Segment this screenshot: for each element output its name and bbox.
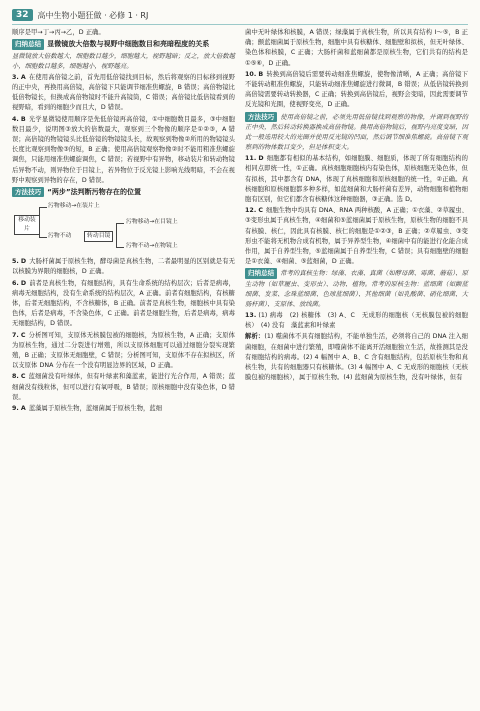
- summary-block: [245, 268, 468, 310]
- answer-item: 6. D 前者是真核生物，有细胞结构，具有生命系统的结构层次；后者是病毒，病毒无细胞结构，没有生命系统的结构层次，A 正确。前者有细胞结构，有核糖体，后者无细胞结构，不含核糖体，B 正确。前者是真核生物，细胞核中具有染色体，后者是病毒，不含染色体，C 正确。前者是细胞生物，后者是病毒，病毒无细胞结构，D 错误。: [12, 279, 235, 328]
- diagram-connector: [116, 223, 124, 224]
- diagram-ocular-no: 污物不动→在物镜上: [126, 243, 178, 250]
- answer-item: 5. D 大肠杆菌属于原核生物，酵母菌是真核生物，二者最明显的区别就是有无以核膜为界限的细胞核，D 正确。: [12, 258, 235, 276]
- page-number: 32: [12, 9, 33, 21]
- diagram-connector: [39, 237, 47, 238]
- answer-item: 9. A 蓝藻属于原核生物，蓝细菌属于原核生物，蓝细: [12, 404, 163, 412]
- paragraph: 顺序是甲→丁→丙→乙，D 正确。: [12, 29, 105, 36]
- summary-heading: [12, 39, 235, 50]
- answer-item: 7. C 分析图可知，支原体无核膜包被的细胞核，为原核生物，A 正确；支原体为原核生物，通过二分裂进行增殖，所以支原体细胞可以通过细胞分裂实现繁殖，B 正确；支原体无细胞壁，C 错误；分析图可知，支原体不存在拟核区，所以支原体 DNA 分布在一个没有明显边界的区域，D 正确。: [12, 331, 235, 370]
- diagram-connector: [116, 223, 117, 247]
- diagram-connector: [39, 207, 47, 208]
- diagram-box-move: 移动装片: [14, 215, 40, 234]
- answer-item: 4. B 光学显微镜使用顺序是先低倍镜再高倍镜，①中细胞数目最多，③中细胞数目最少，说明图③放大的倍数最大，观察到三个物像的顺序是①②③，A 错误；高倍镜的物镜镜头比低倍镜的物镜镜头长，故观察到物像②所用的物镜镜头长度比观察到物像③的短，B 正确；使用高倍镜观察物像②时不能用粗准焦螺旋调焦，只能用细准焦螺旋调焦，C 错误；若视野中有异物，移动装片和转动物镜后异物不动，则异物位于目镜上，若异物位于反光镜上影响光线明暗，不会在视野中观察到异物的存在，D 错误。: [12, 115, 235, 184]
- summary-body: 显微镜放大倍数越大，细胞数目越少，细胞越大，视野越暗；反之，放大倍数越小，细胞数目越多，细胞越小，视野越亮。: [12, 52, 235, 70]
- answer-item: 8. C 蓝细菌没有叶绿体，但有叶绿素和藻蓝素，能进行光合作用，A 错误；蓝细菌没有线粒体，但可以进行有氧呼吸，B 错误；原核细胞中没有染色体，D 错误。: [12, 373, 235, 401]
- tip-tag: 方法技巧: [12, 187, 44, 198]
- answer-item: 13. (1) 病毒 (2) 核糖体 (3) A、C 无成形的细胞核（无核膜包被的细胞核） (4) 没有 藻蓝素和叶绿素: [245, 312, 468, 330]
- diagram-connector: [116, 247, 124, 248]
- answer-item: 11. D 细胞都有相似的基本结构，如细胞膜、细胞质，体现了所有细胞结构的相同点即统一性，①正确。真核细胞细胞核内有染色体，原核细胞无染色体，但有拟核，其中都含有 DNA，体现了真核细胞和原核细胞的统一性，②正确。真核细胞和原核细胞都多种多样，如蓝细菌和大肠杆菌有差异，动物细胞和植物细胞有区别，但它们都含有核糖体这种细胞器，③正确。选 D。: [245, 155, 468, 203]
- tip-heading: [12, 187, 235, 198]
- analysis-paragraph: 解析：(1) 噬菌体不具有细胞结构，不能单独生活，必须将自己的 DNA 注入细菌细胞，在细菌中进行繁殖，即噬菌体不能离开活细胞独立生活，故推测其是没有细胞结构的病毒。(2) 4 幅图中 A、B、C 含有细胞结构，包括原核生物和真核生物，共有的细胞器只有核糖体。(3) 4 幅图中 A、C 无成形的细胞核（无核膜包被的细胞核），属于原核生物。(4) 蓝细菌为原核生物，没有叶绿体，但有: [245, 333, 468, 382]
- diagram-ocular-yes: 污物移动→在目镜上: [126, 219, 178, 226]
- answer-item: 12. C 细胞生物中均具有 DNA、RNA 两种核酸，A 正确；①衣藻、②草履虫、③变形虫属于真核生物，④细菌和⑤蓝细菌属于原核生物，原核生物的细胞不具有核膜、核仁，因此具有核膜、核仁的细胞是①②③，B 正确；②草履虫、③变形虫不能将无机物合成有机物，属于异养型生物，④细菌中有的能进行化能合成作用，属于自养型生物，⑤蓝细菌属于自养型生物，C 错误；具有细胞壁的细胞是①衣藻、④细菌、⑤蓝细菌，D 正确。: [245, 207, 468, 266]
- tip-title: “两步”法判断污物存在的位置: [47, 187, 142, 196]
- summary-title: 显微镜放大倍数与视野中细胞数目和亮暗程度的关系: [47, 40, 210, 49]
- summary-body: 常考的真核生物：绿藻、衣藻、真菌（如酵母菌、霉菌、蘑菇）、原生动物（如草履虫、变形虫）、动物、植物。常考的原核生物：蓝细菌（如颤蓝细菌、发菜、念珠蓝细菌、色球蓝细菌）、其他细菌（如乳酸菌、硝化细菌、大肠杆菌）、支原体、放线菌。: [245, 270, 468, 308]
- answer-item: 3. A 在使用高倍镜之前，首先用低倍镜找到目标，然后将观察的目标移到视野的正中央，再换用高倍镜，高倍镜下只能调节细准焦螺旋，B 错误；高倍物镜比低倍物镜长，但换成高倍物镜时不能升高镜筒，C 错误；高倍镜比低倍镜看到的视野暗，看到的细胞少而且大，D 错误。: [12, 73, 235, 112]
- diagram-connector: [39, 207, 40, 237]
- left-column: [12, 28, 235, 415]
- paragraph: 菌中无叶绿体和核膜，A 错误；绿藻属于真核生物，所以具有结构 I～⑤，B 正确；颤蓝细菌属于原核生物，细胞中具有核糖体、细胞壁和拟核，但无叶绿体、染色体和核膜，C 正确；大肠杆菌和蓝细菌都是原核生物，它们共有的结构是①⑤⑥，D 正确。: [245, 29, 468, 67]
- content-columns: [12, 28, 468, 415]
- analysis-label: 解析：: [245, 333, 265, 341]
- summary-tag: 归纳总结: [12, 39, 44, 50]
- tip-body: 使用高倍镜之前，必须先用低倍镜找到观察的物像，并调到视野的正中央，然后转动转换器换成高倍物镜。换用高倍物镜后，视野内亮度变暗，因此一般选用较大的光圈并使用反光镜的凹面，然后调节细准焦螺旋。高倍镜下观察到的物体数目变少，但是体积变大。: [245, 113, 468, 152]
- page-header: [12, 6, 468, 25]
- summary-tag: 归纳总结: [245, 268, 277, 279]
- answer-item: 10. B 转换到高倍镜后需要转动细准焦螺旋，使物像清晰，A 正确；高倍镜下不能转动粗准焦螺旋，只能转动细准焦螺旋进行微调，B 错误；从低倍镜转换到高倍镜需要转动转换器，C 正确；转换到高倍镜后，视野会变暗，因此需要调节反光镜和光圈，使视野变亮，D 正确。: [245, 70, 468, 109]
- flow-diagram: [12, 201, 235, 253]
- tip-tag: 方法技巧: [245, 112, 277, 123]
- tip-block: [245, 112, 468, 154]
- diagram-on-slide: 污物移动→在装片上: [48, 203, 100, 210]
- right-column: [245, 28, 468, 415]
- diagram-stay: 污物不动: [48, 233, 72, 240]
- diagram-box-turn: 转动目镜: [84, 231, 113, 242]
- book-title: 高中生物小题狂做 · 必修 1 · RJ: [37, 10, 149, 20]
